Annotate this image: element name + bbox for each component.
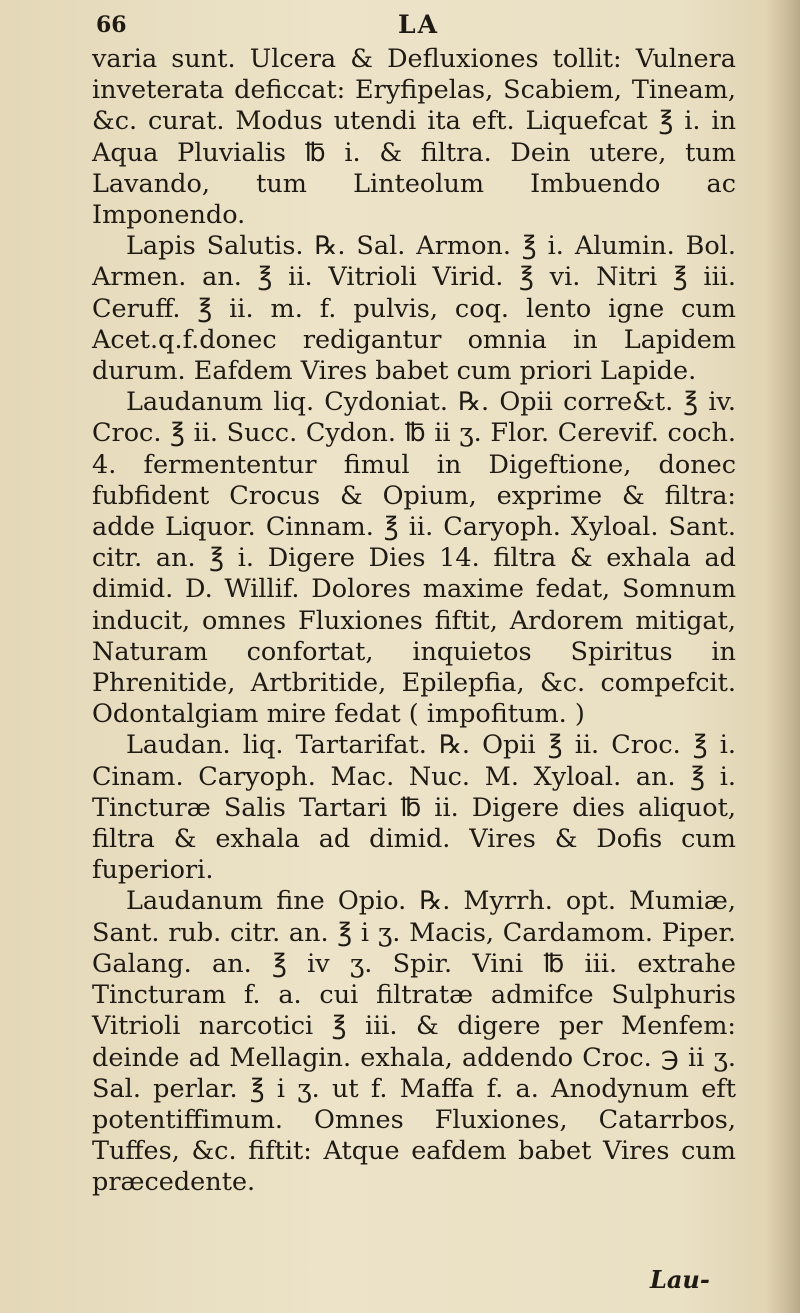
paragraph-laudanum-cydoniat: Laudanum liq. Cydoniat. ℞. Opii corre&t. ℥ iv. Croc. ℥ ii. Succ. Cydon. ℔ ii ʒ. Flor. Cerevif. coch. 4. fermententur fimul in Digeftione, donec fubfident Crocus & Opium, exprime & filtra: adde Liquor. Cinnam. ℥ ii. Caryoph. Xyloal. Sant. citr. an. ℥ i. Digere Dies 14. filtra & exhala ad dimid. D. Willif. Dolores maxime fedat, Somnum inducit, omnes Fluxiones fiftit, Ardorem mitigat, Naturam confortat, inquietos Spiritus in Phrenitide, Artbritide, Epilepfia, &c. compefcit. Odontalgiam mire fedat ( impofitum. )	[92, 387, 736, 730]
running-head: LA	[398, 10, 439, 39]
paragraph-lapis-salutis: Lapis Salutis. ℞. Sal. Armon. ℥ i. Alumin. Bol. Armen. an. ℥ ii. Vitrioli Virid. ℥ vi. Nitri ℥ iii. Ceruff. ℥ ii. m. f. pulvis, coq. lento igne cum Acet.q.f.donec redigantur omnia in Lapidem durum. Eafdem Vires babet cum priori Lapide.	[92, 231, 736, 387]
page-number: 66	[96, 12, 127, 38]
page-header	[96, 8, 656, 44]
page-edge-shadow	[766, 0, 800, 1313]
paragraph-laudanum-tartarisat: Laudan. liq. Tartarifat. ℞. Opii ℥ ii. Croc. ℥ i. Cinam. Caryoph. Mac. Nuc. M. Xyloal. an. ℥ i. Tincturæ Salis Tartari ℔ ii. Digere dies aliquot, filtra & exhala ad dimid. Vires & Dofis cum fuperiori.	[92, 730, 736, 886]
paragraph-continuation: varia sunt. Ulcera & Defluxiones tollit: Vulnera inveterata deficcat: Eryfipelas, Scabiem, Tineam, &c. curat. Modus utendi ita eft. Liquefcat ℥ i. in Aqua Pluvialis ℔ i. & filtra. Dein utere, tum Lavando, tum Linteolum Imbuendo ac Imponendo.	[92, 44, 736, 231]
catchword: Lau-	[650, 1265, 710, 1294]
body-text	[92, 44, 736, 1199]
paragraph-laudanum-sine-opio: Laudanum fine Opio. ℞. Myrrh. opt. Mumiæ, Sant. rub. citr. an. ℥ i ʒ. Macis, Cardamom. Piper. Galang. an. ℥ iv ʒ. Spir. Vini ℔ iii. extrahe Tincturam f. a. cui filtratæ admifce Sulphuris Vitrioli narcotici ℥ iii. & digere per Menfem: deinde ad Mellagin. exhala, addendo Croc. ℈ ii ʒ. Sal. perlar. ℥ i ʒ. ut f. Maffa f. a. Anodynum eft potentiffimum. Omnes Fluxiones, Catarrbos, Tuffes, &c. fiftit: Atque eafdem babet Vires cum præcedente.	[92, 886, 736, 1198]
